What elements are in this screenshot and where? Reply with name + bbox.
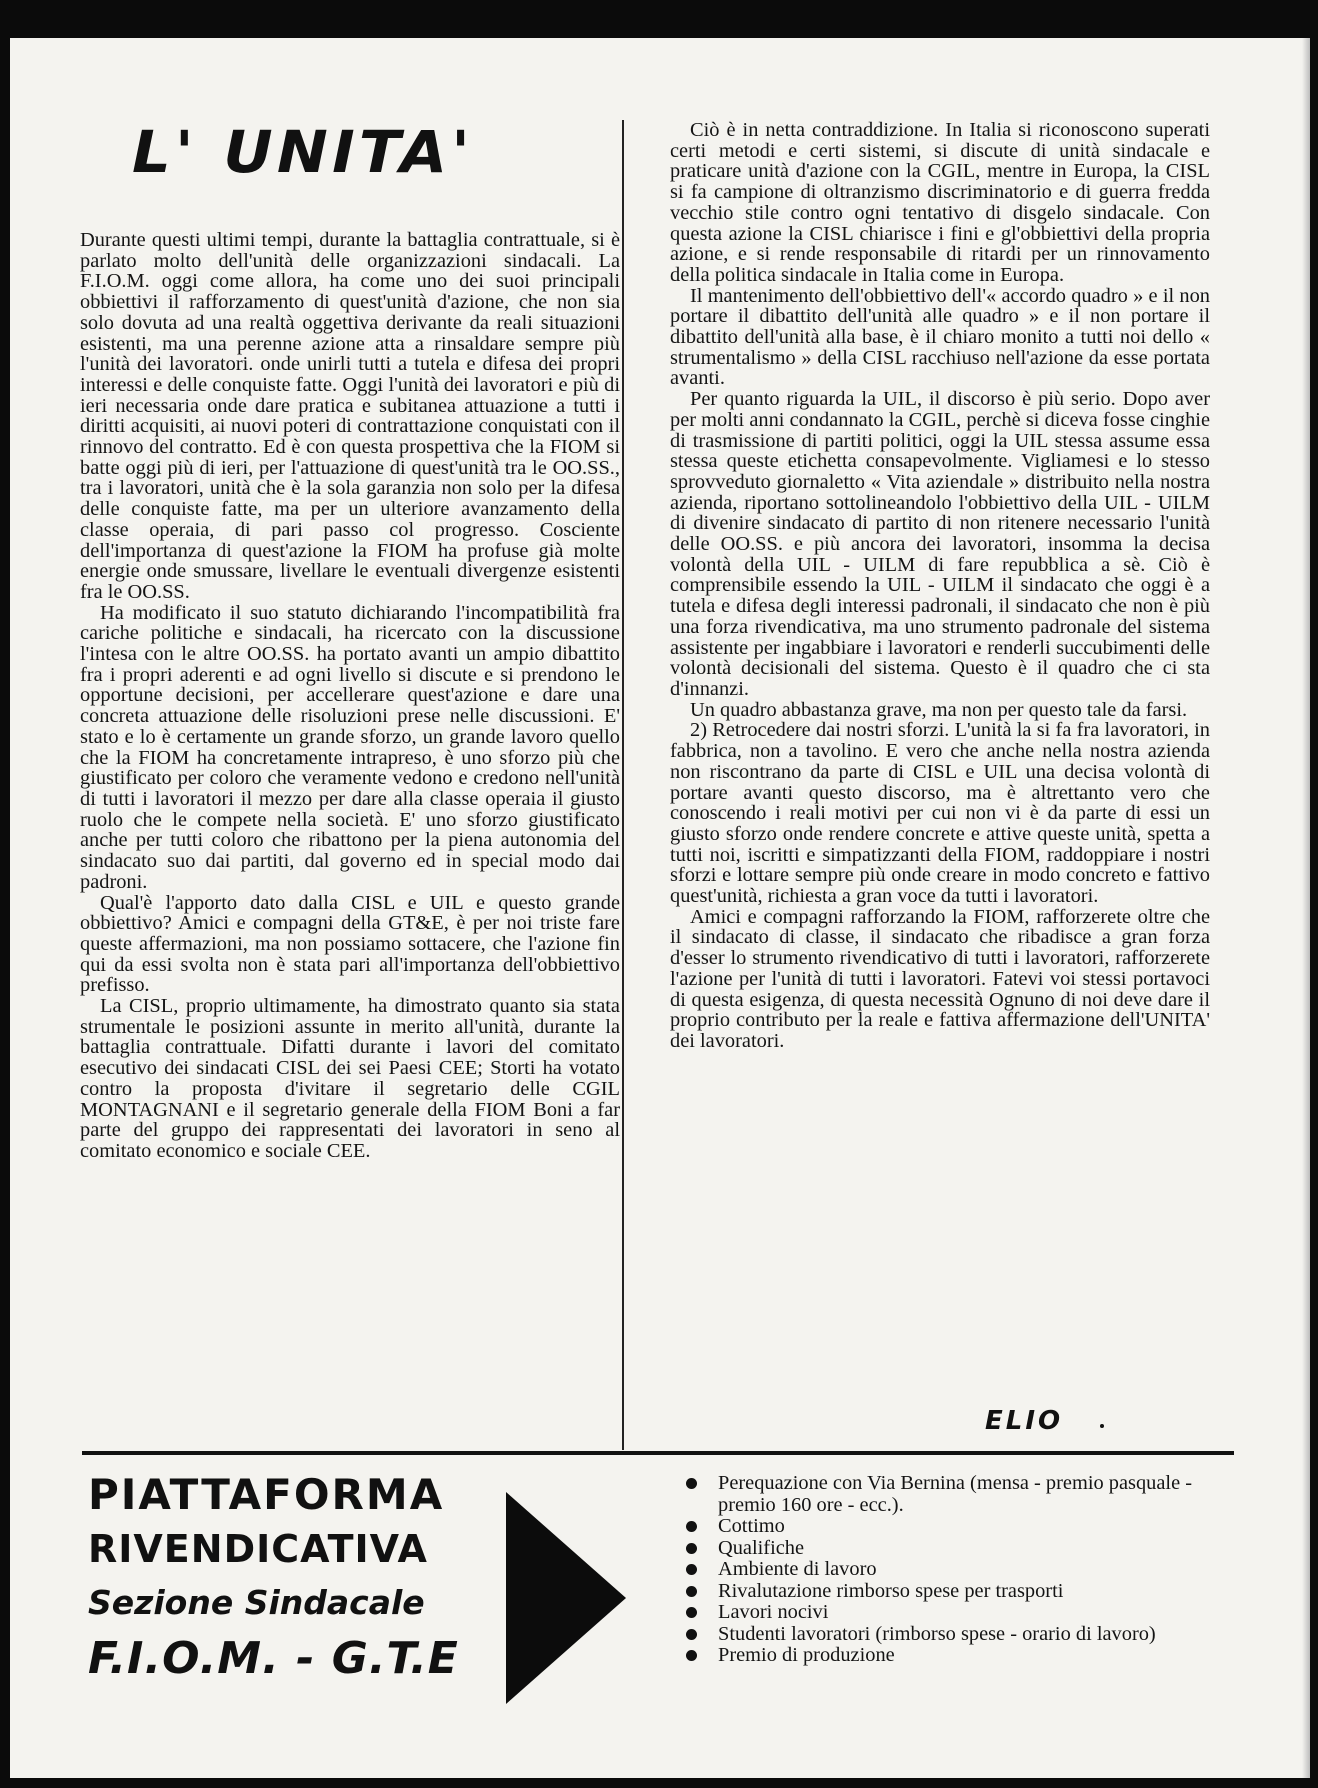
list-item: Premio di produzione (686, 1645, 1231, 1667)
arrow-pointer-icon (506, 1492, 626, 1704)
list-item: Rivalutazione rimborso spese per trasporti (686, 1581, 1231, 1603)
page-edge-shadow (1302, 38, 1310, 1778)
list-item: Studenti lavoratori (rimborso spese - orario di lavoro) (686, 1624, 1231, 1646)
platform-line-4: F.I.O.M. - G.T.E (88, 1633, 459, 1684)
bullet-icon (686, 1650, 697, 1661)
right-column (670, 120, 1210, 1052)
paragraph: Amici e compagni rafforzando la FIOM, rafforzerete oltre che il sindacato di classe, il sindacato che ribadisce a gran forza d'esser lo strumento rivendicativo di tutti i lavoratori, rafforzerete l'azione per l'unità di tutti i lavoratori. Fatevi voi stessi portavoci di questa esigenza, di questa necessità Ognuno di noi deve dare il proprio contributo per la reale e fattiva affermazione dell'UNITA' dei lavoratori. (670, 905, 1210, 1052)
section-rule (82, 1451, 1234, 1455)
paragraph: La CISL, proprio ultimamente, ha dimostrato quanto sia stata strumentale le posizioni assunte in merito all'unità, durante la battaglia contrattuale. Difatti durante i lavori del comitato esecutivo dei sindacati CISL dei sei Paesi CEE; Storti ha votato contro la proposta d'ivitare il segretario delle CGIL MONTAGNANI e il segretario generale della FIOM Boni a far parte del gruppo dei rappresentati dei lavoratori in seno al comitato economico e sociale CEE. (80, 995, 620, 1162)
list-item: Cottimo (686, 1516, 1231, 1538)
paragraph: Il mantenimento dell'obbiettivo dell'« accordo quadro » e il non portare il dibattito dell'unità alle quadro » e il non portare il dibattito dell'unità alla base, è il chiaro monito a tutti noi dello « strumentalismo » della CISL racchiuso nell'azione da esse portata avanti. (670, 284, 1210, 390)
demands-list (686, 1473, 1231, 1667)
list-item: Perequazione con Via Bernina (mensa - premio pasquale - premio 160 ore - ecc.). (686, 1473, 1231, 1516)
list-item: Qualifiche (686, 1538, 1231, 1560)
author-signature: ELIO (985, 1406, 1064, 1436)
bullet-icon (686, 1543, 697, 1554)
bullet-icon (686, 1607, 697, 1618)
document-page (10, 38, 1310, 1778)
platform-line-2: RIVENDICATIVA (88, 1527, 428, 1571)
bullet-icon (686, 1564, 697, 1575)
column-divider (622, 120, 624, 1450)
paragraph: 2) Retrocedere dai nostri sforzi. L'unità la si fa fra lavoratori, in fabbrica, non a tavolino. E vero che anche nella nostra azienda non riscontrano da parte di CISL e UIL una decisa volontà di portare avanti questo discorso, ma è altrettanto vero che conoscendo i reali motivi per cui non vi è da parte di essi un giusto sforzo onde rendere concrete e attive queste unità, spetta a tutti noi, iscritti e simpatizzanti della FIOM, raddoppiare i nostri sforzi e lottare sempre più onde creare in modo concreto e fattivo quest'unità, richiesta a gran voce da tutti i lavoratori. (670, 719, 1210, 908)
platform-line-1: PIATTAFORMA (88, 1470, 445, 1519)
paragraph: Ciò è in netta contraddizione. In Italia si riconoscono superati certi metodi e certi sistemi, si discute di unità sindacale e praticare unità d'azione con la CGIL, mentre in Europa, la CISL si fa campione di oltranzismo discriminatorio e di guerra fredda vecchio stile contro ogni tentativo di disgelo sindacale. Con questa azione la CISL chiarisce i fini e gl'obbiettivi della propria azione, e si rende responsabile di ritardi per un rinnovamento della politica sindacale in Italia come in Europa. (670, 119, 1210, 286)
article-title: L' UNITA' (132, 118, 475, 186)
bullet-icon (686, 1629, 697, 1640)
bullet-icon (686, 1586, 697, 1597)
signature-period (1100, 1424, 1104, 1428)
paragraph: Un quadro abbastanza grave, ma non per questo tale da farsi. (690, 698, 1188, 721)
list-item: Ambiente di lavoro (686, 1559, 1231, 1581)
paragraph: Durante questi ultimi tempi, durante la battaglia contrattuale, si è parlato molto dell'unità delle organizzazioni sindacali. La F.I.O.M. oggi come allora, ha come uno dei suoi principali obbiettivi il rafforzamento di quest'unità d'azione, che non sia solo dovuta ad una realtà oggettiva derivante da reali situazioni esistenti, ma una perenne azione atta a rinsaldare sempre più l'unità dei lavoratori. onde unirli tutti a tutela e difesa dei propri interessi e delle conquiste fatte. Oggi l'unità dei lavoratori e più di ieri necessaria onde dare pratica e subitanea attuazione a tutti i diritti acquisiti, ai nuovi poteri di contrattazione conquistati con il rinnovo del contratto. Ed è con questa prospettiva che la FIOM si batte oggi più di ieri, per l'attuazione di quest'unità tra le OO.SS., tra i lavoratori, unità che è la sola garanzia non solo per la difesa delle conquiste fatte, ma per un ulteriore avanzamento della classe operaia, di pari passo col progresso. Cosciente dell'importanza di quest'azione la FIOM ha profuse già molte energie onde smussare, livellare le eventuali divergenze esistenti fra le OO.SS. (80, 229, 620, 603)
paragraph: Per quanto riguarda la UIL, il discorso è più serio. Dopo aver per molti anni condannato la CGIL, perchè si diceva fosse cinghie di trasmissione di partiti politici, oggi la UIL stessa assume essa stessa queste etichetta consapevolmente. Vigliamesi e lo stesso sprovveduto giornaletto « Vita aziendale » distribuito nella nostra azienda, riportano sottolineandolo l'obbiettivo della UIL - UILM di divenire sindacato di partito di non ritenere necessario l'unità delle OO.SS. e più ancora dei lavoratori, insomma la decisa volontà della UIL - UILM di fare repubblica a sè. Ciò è comprensibile essendo la UIL - UILM il sindacato che oggi è a tutela e difesa degli interessi padronali, il sindacato che non è più una forza rivendicativa, ma uno strumento padronale del sistema assistente per ingabbiare i lavoratori e renderli succubimenti delle volontà decisionali del sistema. Questo è il quadro che ci sta d'innanzi. (670, 388, 1210, 700)
bullet-icon (686, 1521, 697, 1532)
left-column (80, 230, 620, 1162)
paragraph: Ha modificato il suo statuto dichiarando l'incompatibilità fra cariche politiche e sindacali, ha ricercato con la discussione l'intesa con le altre OO.SS. ha portato avanti un ampio dibattito fra i propri aderenti e ad ogni livello si discute e si prendono le opportune decisioni, per accellerare quest'azione e dare una concreta attuazione delle risoluzioni prese nelle discussioni. E' stato e lo è certamente un grande sforzo, un grande lavoro quello che la FIOM ha concretamente intrapreso, è uno sforzo più che giustificato per coloro che veramente vedono e credono nell'unità di tutti i lavoratori il mezzo per dare alla classe operaia il giusto ruolo che le compete nella società. E' uno sforzo giustificato anche per tutti coloro che ribattono per la piena autonomia del sindacato suo dai partiti, dal governo ed in special modo dai padroni. (80, 601, 620, 893)
list-item: Lavori nocivi (686, 1602, 1231, 1624)
paragraph: Qual'è l'apporto dato dalla CISL e UIL e questo grande obbiettivo? Amici e compagni della GT&E, è per noi triste fare queste affermazioni, ma non possiamo sottacere, che l'azione fin qui da essi svolta non è stata pari all'importanza dell'obbiettivo prefisso. (80, 891, 620, 997)
platform-line-3: Sezione Sindacale (88, 1583, 425, 1622)
bullet-icon (686, 1478, 697, 1489)
